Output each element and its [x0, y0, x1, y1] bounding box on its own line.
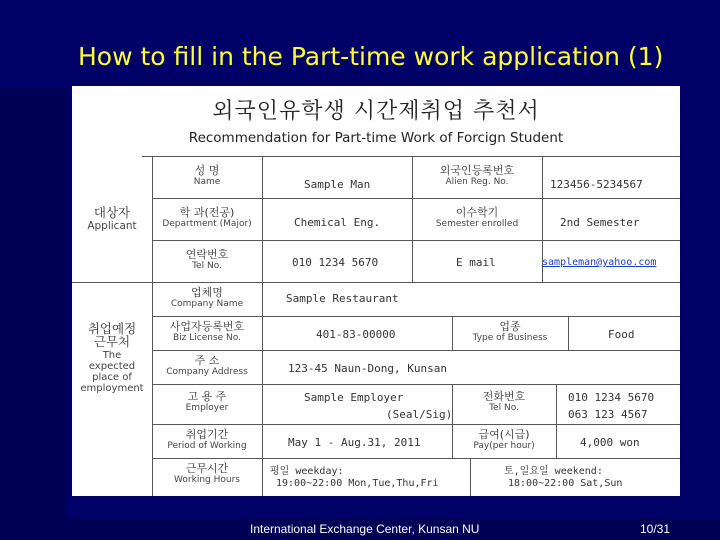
- employer-tel-office: 063 123 4567: [568, 408, 648, 421]
- name-label: 성 명 Name: [193, 164, 221, 187]
- working-hours-label: 근무시간 Working Hours: [174, 462, 240, 485]
- employer-tel-mobile: 010 1234 5670: [568, 391, 655, 404]
- semester-value: 2nd Semester: [560, 216, 640, 229]
- left-bar: [0, 88, 66, 540]
- alien-reg-label: 외국인등록번호 Alien Reg. No.: [439, 164, 515, 187]
- company-name-label: 업체명 Company Name: [170, 286, 244, 309]
- employer-tel-label: 전화번호 Tel No.: [482, 390, 526, 413]
- employer-seal: (Seal/Sig): [386, 408, 453, 421]
- tel-label: 연락번호 Tel No.: [185, 248, 229, 271]
- grid-line: [152, 240, 680, 241]
- department-value: Chemical Eng.: [294, 216, 381, 229]
- alien-reg-value: 123456-5234567: [550, 178, 643, 191]
- grid-line: [470, 458, 471, 496]
- grid-line: [152, 458, 680, 459]
- tel-value: 010 1234 5670: [292, 256, 379, 269]
- period-label: 취업기간 Period of Working: [167, 428, 247, 451]
- business-type-value: Food: [608, 328, 635, 341]
- company-address-value: 123-45 Naun-Dong, Kunsan: [288, 362, 447, 375]
- grid-line: [72, 282, 680, 283]
- biz-license-label: 사업자등록번호 Biz License No.: [169, 320, 245, 343]
- weekday-label: 평일 weekday:: [270, 466, 344, 477]
- weekday-value: 19:00~22:00 Mon,Tue,Thu,Fri: [276, 478, 439, 489]
- page-number: 10/31: [640, 522, 671, 536]
- email-value[interactable]: sampleman@yahoo.com: [542, 257, 657, 268]
- pay-value: 4,000 won: [580, 436, 640, 449]
- grid-line: [152, 424, 680, 425]
- slide-title: How to fill in the Part-time work application (1): [78, 42, 664, 71]
- footer-text: International Exchange Center, Kunsan NU: [250, 522, 480, 536]
- grid-line: [568, 316, 569, 350]
- grid-line: [152, 350, 680, 351]
- form-title-korean: 외국인유학생 시간제취업 추천서: [212, 99, 540, 124]
- grid-line: [152, 198, 680, 199]
- grid-line: [556, 384, 557, 458]
- workplace-section-label: 취업예정 근무처 The expected place of employment: [80, 321, 144, 394]
- grid-line: [142, 156, 680, 157]
- period-value: May 1 - Aug.31, 2011: [288, 436, 421, 449]
- pay-label: 급여(시급) Pay(per hour): [473, 428, 535, 451]
- company-address-label: 주 소 Company Address: [166, 354, 248, 377]
- biz-license-value: 401-83-00000: [316, 328, 396, 341]
- employer-value: Sample Employer: [304, 391, 404, 404]
- department-label: 학 과(전공) Department (Major): [162, 206, 252, 229]
- form-title-english: Recommendation for Part-time Work of Forcign Student: [188, 130, 564, 146]
- grid-line: [152, 316, 680, 317]
- application-form: [72, 86, 680, 496]
- grid-line: [152, 384, 680, 385]
- weekend-value: 18:00~22:00 Sat,Sun: [508, 478, 623, 489]
- name-value: Sample Man: [304, 178, 371, 191]
- semester-label: 이수학기 Semester enrolled: [435, 206, 519, 229]
- company-name-value: Sample Restaurant: [286, 292, 399, 305]
- employer-label: 고 용 주 Employer: [185, 390, 229, 413]
- applicant-section-label: 대상자 Applicant: [87, 205, 137, 232]
- grid-line: [262, 156, 263, 496]
- weekend-label: 토,일요일 weekend:: [504, 466, 603, 477]
- email-label: E mail: [456, 256, 496, 269]
- business-type-label: 업종 Type of Business: [472, 320, 548, 343]
